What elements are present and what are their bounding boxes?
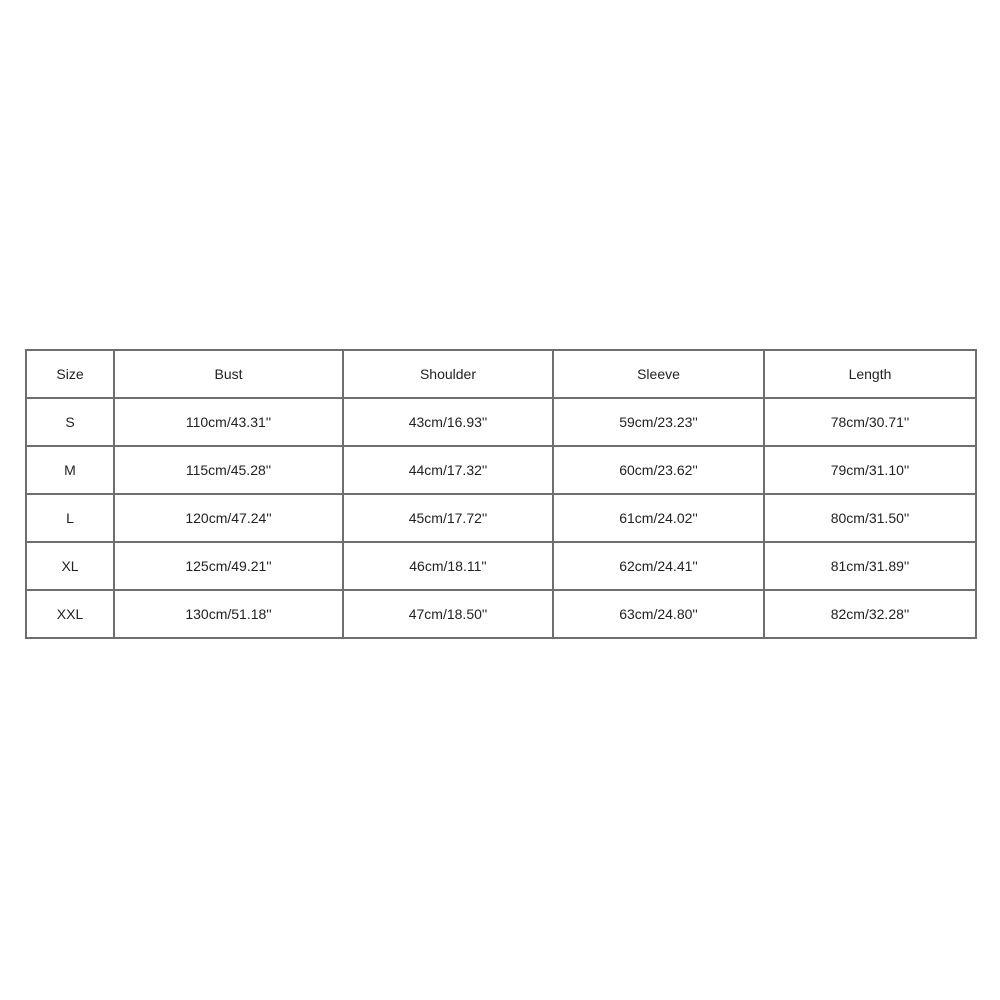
cell-bust: 120cm/47.24'': [114, 494, 343, 542]
header-size: Size: [26, 350, 114, 398]
cell-sleeve: 62cm/24.41'': [553, 542, 764, 590]
table-row: [26, 494, 976, 542]
cell-sleeve: 61cm/24.02'': [553, 494, 764, 542]
cell-bust: 110cm/43.31'': [114, 398, 343, 446]
cell-size: XL: [26, 542, 114, 590]
cell-bust: 115cm/45.28'': [114, 446, 343, 494]
cell-bust: 125cm/49.21'': [114, 542, 343, 590]
cell-length: 80cm/31.50'': [764, 494, 976, 542]
cell-size: L: [26, 494, 114, 542]
cell-length: 78cm/30.71'': [764, 398, 976, 446]
header-shoulder: Shoulder: [343, 350, 553, 398]
header-length: Length: [764, 350, 976, 398]
table-row: [26, 590, 976, 638]
cell-shoulder: 45cm/17.72'': [343, 494, 553, 542]
table-row: [26, 446, 976, 494]
cell-shoulder: 44cm/17.32'': [343, 446, 553, 494]
size-chart-table: [25, 349, 977, 639]
cell-bust: 130cm/51.18'': [114, 590, 343, 638]
cell-shoulder: 46cm/18.11'': [343, 542, 553, 590]
table-row: [26, 398, 976, 446]
table-header-row: [26, 350, 976, 398]
cell-shoulder: 43cm/16.93'': [343, 398, 553, 446]
cell-size: XXL: [26, 590, 114, 638]
table-row: [26, 542, 976, 590]
cell-sleeve: 59cm/23.23'': [553, 398, 764, 446]
header-bust: Bust: [114, 350, 343, 398]
cell-size: M: [26, 446, 114, 494]
cell-size: S: [26, 398, 114, 446]
header-sleeve: Sleeve: [553, 350, 764, 398]
cell-length: 81cm/31.89'': [764, 542, 976, 590]
cell-length: 79cm/31.10'': [764, 446, 976, 494]
cell-length: 82cm/32.28'': [764, 590, 976, 638]
cell-shoulder: 47cm/18.50'': [343, 590, 553, 638]
cell-sleeve: 60cm/23.62'': [553, 446, 764, 494]
cell-sleeve: 63cm/24.80'': [553, 590, 764, 638]
